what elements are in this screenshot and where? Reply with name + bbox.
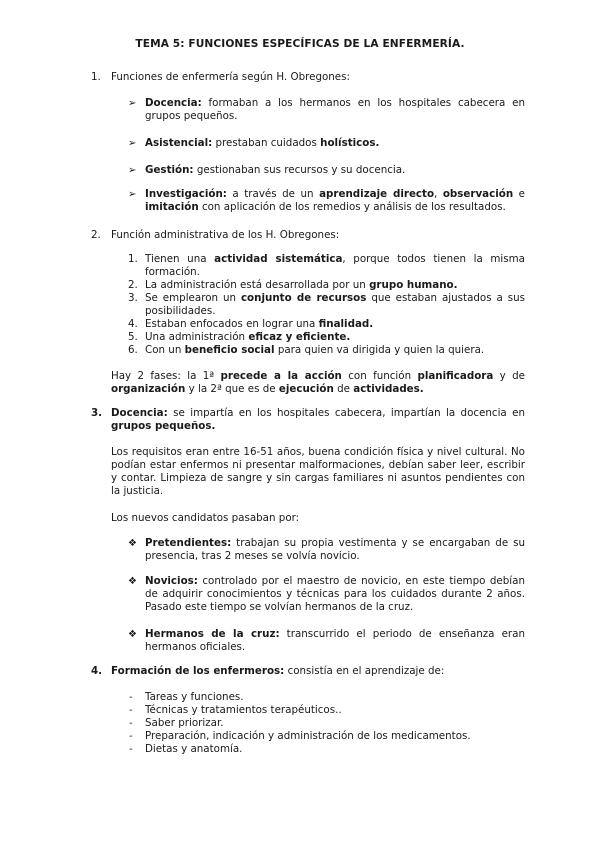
s1-item-gestion: Gestión: gestionaban sus recursos y su docencia. xyxy=(145,164,406,176)
document-title: TEMA 5: FUNCIONES ESPECÍFICAS DE LA ENFERMERÍA. xyxy=(135,38,465,50)
s2-item-number: 4. xyxy=(128,318,138,330)
dash-bullet-icon: - xyxy=(129,718,133,729)
s1-item-asistencial: Asistencial: prestaban cuidados holísticos. xyxy=(145,137,380,149)
section-4-number: 4. xyxy=(91,665,103,677)
section-3-paragraph: Docencia: se impartía en los hospitales cabecera, impartían la docencia en grupos pequeños. xyxy=(111,407,525,432)
dash-bullet-icon: - xyxy=(129,744,133,755)
dash-bullet-icon: - xyxy=(129,705,133,716)
s4-item: Saber priorizar. xyxy=(145,717,224,729)
s4-item: Preparación, indicación y administración de los medicamentos. xyxy=(145,730,471,742)
dash-bullet-icon: - xyxy=(129,692,133,703)
s2-item-number: 1. xyxy=(128,253,138,265)
arrow-bullet-icon: ➢ xyxy=(128,98,137,109)
s2-item: Se emplearon un conjunto de recursos que estaban ajustados a sus posibilidades. xyxy=(145,292,526,317)
s2-item: Tienen una actividad sistemática, porque todos tienen la misma formación. xyxy=(145,253,525,278)
s3-stage: Novicios: controlado por el maestro de novicio, en este tiempo debían de adquirir conocimientos y técnicas para los cuidados durante 2 años. Pasado este tiempo se volvían hermanos de la cruz. xyxy=(145,575,525,613)
s2-item-number: 2. xyxy=(128,279,138,291)
s2-item: Con un beneficio social para quien va dirigida y quien la quiera. xyxy=(145,344,485,356)
section-3-number: 3. xyxy=(91,407,103,419)
s3-stage: Pretendientes: trabajan su propia vestimenta y se encargaban de su presencia, tras 2 meses se volvía novicio. xyxy=(145,537,525,562)
arrow-bullet-icon: ➢ xyxy=(128,189,137,200)
s2-item: La administración está desarrollada por un grupo humano. xyxy=(145,279,458,291)
s2-item-number: 5. xyxy=(128,331,138,343)
section-1-heading: Funciones de enfermería según H. Obregones: xyxy=(111,71,350,83)
section-2-number: 2. xyxy=(91,229,101,241)
diamond-bullet-icon: ❖ xyxy=(128,538,137,549)
dash-bullet-icon: - xyxy=(129,731,133,742)
s1-item-docencia: Docencia: formaban a los hermanos en los hospitales cabecera en grupos pequeños. xyxy=(145,97,525,122)
s3-requirements: Los requisitos eran entre 16-51 años, buena condición física y nivel cultural. No podían estar enfermos ni presentar malformaciones, debían saber leer, escribir y contar. Limpieza de sangre y sin cargas familiares ni asuntos pendientes con la justicia. xyxy=(111,446,525,497)
diamond-bullet-icon: ❖ xyxy=(128,576,137,587)
s2-item-number: 6. xyxy=(128,344,138,356)
s2-item: Estaban enfocados en lograr una finalidad. xyxy=(145,318,374,330)
s2-item-number: 3. xyxy=(128,292,138,304)
s3-stage: Hermanos de la cruz: transcurrido el periodo de enseñanza eran hermanos oficiales. xyxy=(145,628,525,653)
s3-candidates-intro: Los nuevos candidatos pasaban por: xyxy=(111,512,300,524)
arrow-bullet-icon: ➢ xyxy=(128,165,137,176)
arrow-bullet-icon: ➢ xyxy=(128,138,137,149)
section-2-heading: Función administrativa de los H. Obregones: xyxy=(111,229,340,241)
s2-item: Una administración eficaz y eficiente. xyxy=(145,331,351,343)
section-1-number: 1. xyxy=(91,71,101,83)
s1-item-investigacion: Investigación: a través de un aprendizaje directo, observación e imitación con aplicación de los remedios y análisis de los resultados. xyxy=(145,188,525,213)
section-4-heading: Formación de los enfermeros: consistía en el aprendizaje de: xyxy=(111,665,445,677)
s2-phases-paragraph: Hay 2 fases: la 1ª precede a la acción con función planificadora y de organización y la 2ª que es de ejecución de actividades. xyxy=(111,370,525,395)
s4-item: Técnicas y tratamientos terapéuticos.. xyxy=(145,704,342,716)
diamond-bullet-icon: ❖ xyxy=(128,629,137,640)
s4-item: Tareas y funciones. xyxy=(145,691,244,703)
s4-item: Dietas y anatomía. xyxy=(145,743,243,755)
